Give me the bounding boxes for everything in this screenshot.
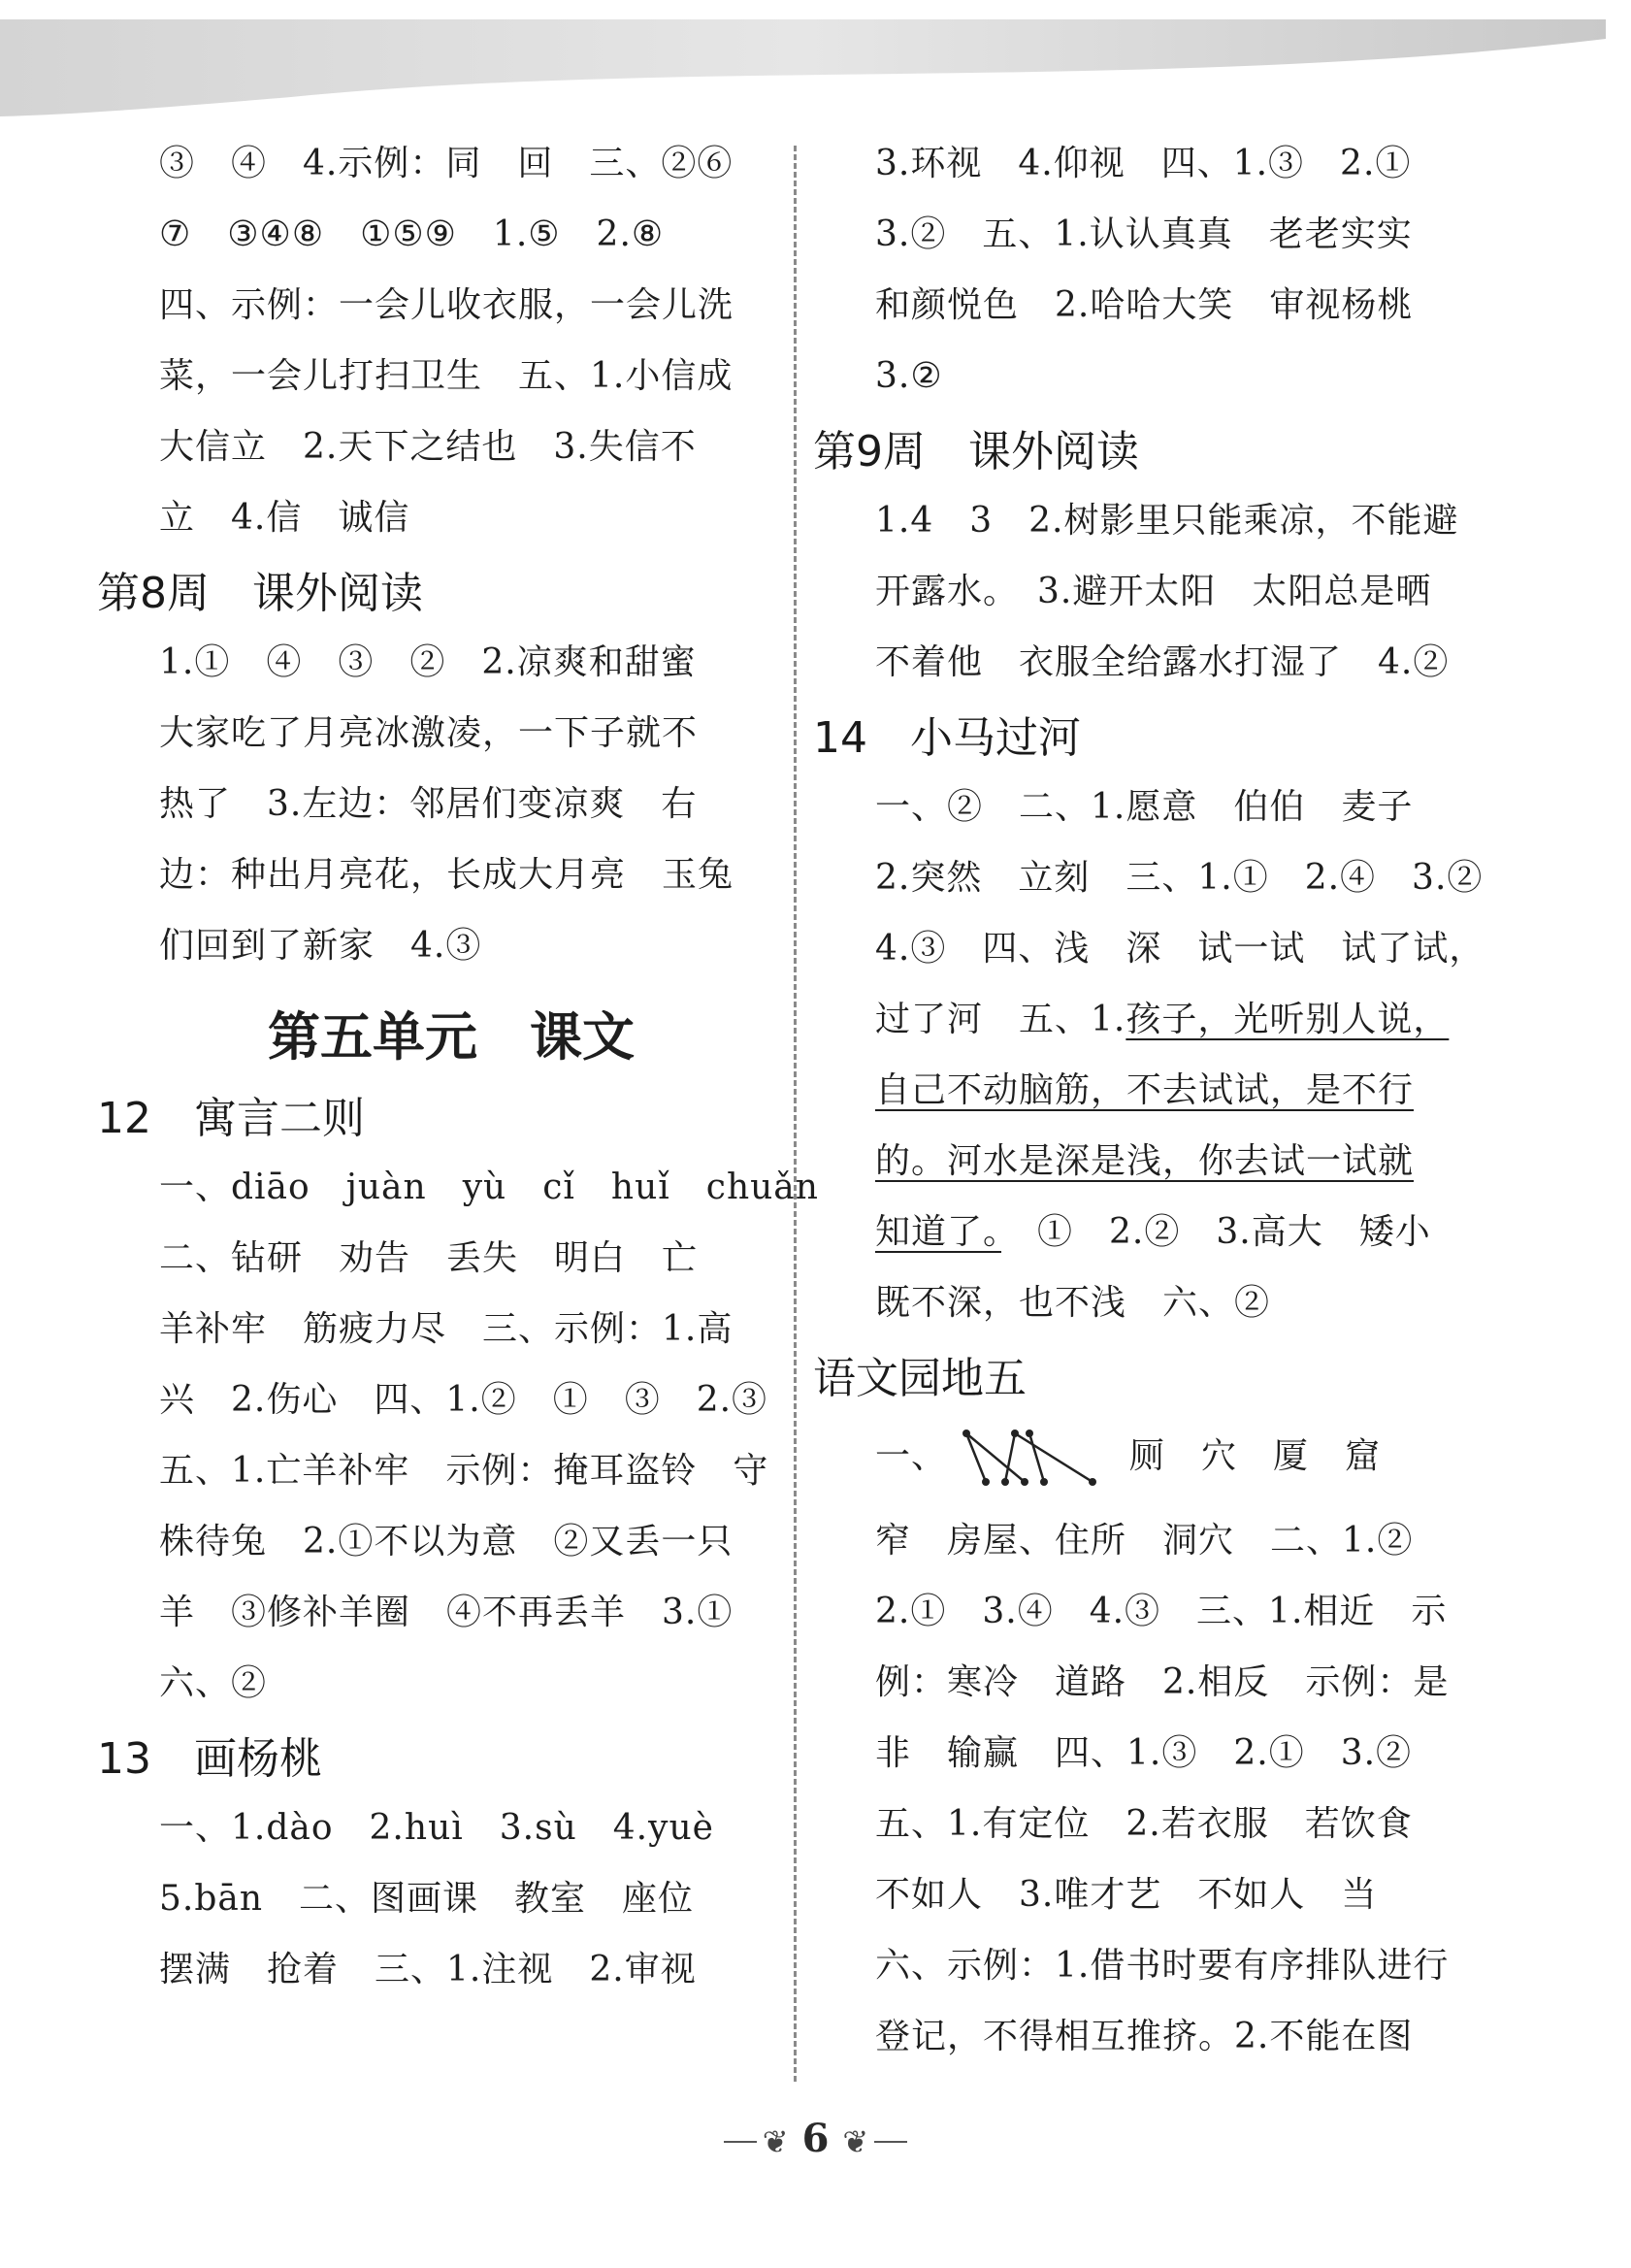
answer-line: 羊补牢 筋疲力尽 三、示例：1.高 bbox=[159, 1309, 734, 1349]
answer-line: 二、钻研 劝告 丢失 明白 亡 bbox=[159, 1238, 699, 1278]
answer-line: 和颜悦色 2.哈哈大笑 审视杨桃 bbox=[875, 285, 1414, 325]
column-divider bbox=[794, 146, 797, 2082]
answer-line: 2.① 3.④ 4.③ 三、1.相近 示 bbox=[875, 1592, 1448, 1631]
answer-line: 2.突然 立刻 三、1.① 2.④ 3.② bbox=[875, 858, 1484, 898]
sprout-icon: ❦ bbox=[762, 2123, 789, 2160]
answer-line: 例：寒冷 道路 2.相反 示例：是 bbox=[875, 1662, 1450, 1702]
answer-line: ③ ④ 4.示例：同 回 三、②⑥ bbox=[159, 144, 734, 183]
answer-line bbox=[813, 1430, 1492, 1488]
answer-line: 边：种出月亮花，长成大月亮 玉兔 bbox=[159, 855, 734, 895]
sprout-icon: ❦ bbox=[842, 2123, 869, 2160]
answer-line: 六、示例：1.借书时要有序排队进行 bbox=[875, 1946, 1450, 1986]
underlined-answer: 的。河水是深是浅，你去试一试就 bbox=[875, 1141, 1415, 1181]
answer-line: 一、diāo juàn yù cǐ huǐ chuǎn bbox=[159, 1167, 819, 1207]
answer-line: 窄 房屋、住所 洞穴 二、1.② bbox=[875, 1521, 1414, 1561]
answer-line: 五、1.亡羊补牢 示例：掩耳盗铃 守 bbox=[159, 1451, 769, 1491]
answer-text: ① 2.② 3.高大 矮小 bbox=[1001, 1212, 1431, 1252]
answer-line: 开露水。 3.避开太阳 太阳总是晒 bbox=[875, 572, 1432, 611]
answer-line: 不着他 衣服全给露水打湿了 4.② bbox=[875, 642, 1450, 682]
underlined-answer: 知道了。 bbox=[875, 1212, 1002, 1252]
answer-line: 兴 2.伤心 四、1.② ① ③ 2.③ bbox=[159, 1380, 768, 1420]
answer-line: 登记，不得相互推挤。2.不能在图 bbox=[875, 2017, 1414, 2056]
answer-line: 3.② 五、1.认认真真 老老实实 bbox=[875, 214, 1413, 254]
page-footer bbox=[0, 2116, 1631, 2161]
matching-lines-diagram bbox=[947, 1430, 1112, 1488]
answer-text: 厕 穴 厦 窟 bbox=[1129, 1436, 1382, 1476]
answer-line: 们回到了新家 4.③ bbox=[159, 926, 482, 966]
answer-line bbox=[813, 1072, 1492, 1108]
answer-line: 菜，一会儿打扫卫生 五、1.小信成 bbox=[159, 356, 734, 396]
answer-line: 四、示例：一会儿收衣服，一会儿洗 bbox=[159, 285, 734, 325]
footer-dash-right bbox=[874, 2141, 907, 2143]
section-heading-lesson14: 14 小马过河 bbox=[813, 713, 1081, 763]
answer-line bbox=[813, 1143, 1492, 1179]
answer-line: 五、1.有定位 2.若衣服 若饮食 bbox=[875, 1804, 1413, 1844]
section-heading-lesson12: 12 寓言二则 bbox=[97, 1094, 365, 1143]
top-decorative-band bbox=[0, 0, 1631, 126]
answer-line: 株待兔 2.①不以为意 ②又丢一只 bbox=[159, 1522, 734, 1561]
answer-line: 1.① ④ ③ ② 2.凉爽和甜蜜 bbox=[159, 642, 697, 682]
answer-line: 大信立 2.天下之结也 3.失信不 bbox=[159, 427, 697, 467]
answer-line: 羊 ③修补羊圈 ④不再丢羊 3.① bbox=[159, 1593, 734, 1632]
answer-line: 立 4.信 诚信 bbox=[159, 498, 410, 538]
footer-dash-left bbox=[724, 2141, 757, 2143]
section-heading-garden5: 语文园地五 bbox=[813, 1354, 1027, 1403]
underlined-answer: 孩子，光听别人说， bbox=[1125, 1000, 1450, 1039]
answer-line: 不如人 3.唯才艺 不如人 当 bbox=[875, 1875, 1378, 1915]
answer-line: 4.③ 四、浅 深 试一试 试了试， bbox=[875, 929, 1485, 969]
answer-line: 非 输赢 四、1.③ 2.① 3.② bbox=[875, 1733, 1413, 1773]
answer-line: 摆满 抢着 三、1.注视 2.审视 bbox=[159, 1950, 697, 1989]
answer-line: 既不深，也不浅 六、② bbox=[875, 1283, 1271, 1323]
answer-line: 六、② bbox=[159, 1663, 268, 1703]
answer-text: 过了河 五、1. bbox=[875, 1000, 1126, 1039]
left-column bbox=[97, 144, 819, 2022]
answer-line: ⑦ ③④⑧ ①⑤⑨ 1.⑤ 2.⑧ bbox=[159, 214, 665, 254]
answer-line bbox=[813, 1214, 1492, 1250]
answer-line: 3.② bbox=[875, 356, 943, 396]
answer-line: 一、② 二、1.愿意 伯伯 麦子 bbox=[875, 787, 1414, 827]
unit-title: 第五单元 课文 bbox=[268, 1006, 635, 1068]
page-number: 6 bbox=[801, 2116, 830, 2161]
answer-line: 1.4 3 2.树影里只能乘凉，不能避 bbox=[875, 501, 1459, 541]
section-heading-week8: 第8周 课外阅读 bbox=[97, 569, 423, 618]
underlined-answer: 自己不动脑筋，不去试试，是不行 bbox=[875, 1070, 1415, 1110]
answer-line: 热了 3.左边：邻居们变凉爽 右 bbox=[159, 784, 698, 824]
answer-text: 一、 bbox=[875, 1436, 948, 1476]
right-column bbox=[813, 146, 1492, 2089]
answer-line: 一、1.dào 2.huì 3.sù 4.yuè bbox=[159, 1808, 714, 1848]
section-heading-week9: 第9周 课外阅读 bbox=[813, 427, 1139, 477]
answer-line: 3.环视 4.仰视 四、1.③ 2.① bbox=[875, 144, 1412, 183]
answer-line: 大家吃了月亮冰激凌，一下子就不 bbox=[159, 713, 699, 753]
answer-line: 5.bān 二、图画课 教室 座位 bbox=[159, 1879, 695, 1919]
section-heading-lesson13: 13 画杨桃 bbox=[97, 1734, 322, 1784]
answer-line bbox=[813, 1002, 1492, 1037]
